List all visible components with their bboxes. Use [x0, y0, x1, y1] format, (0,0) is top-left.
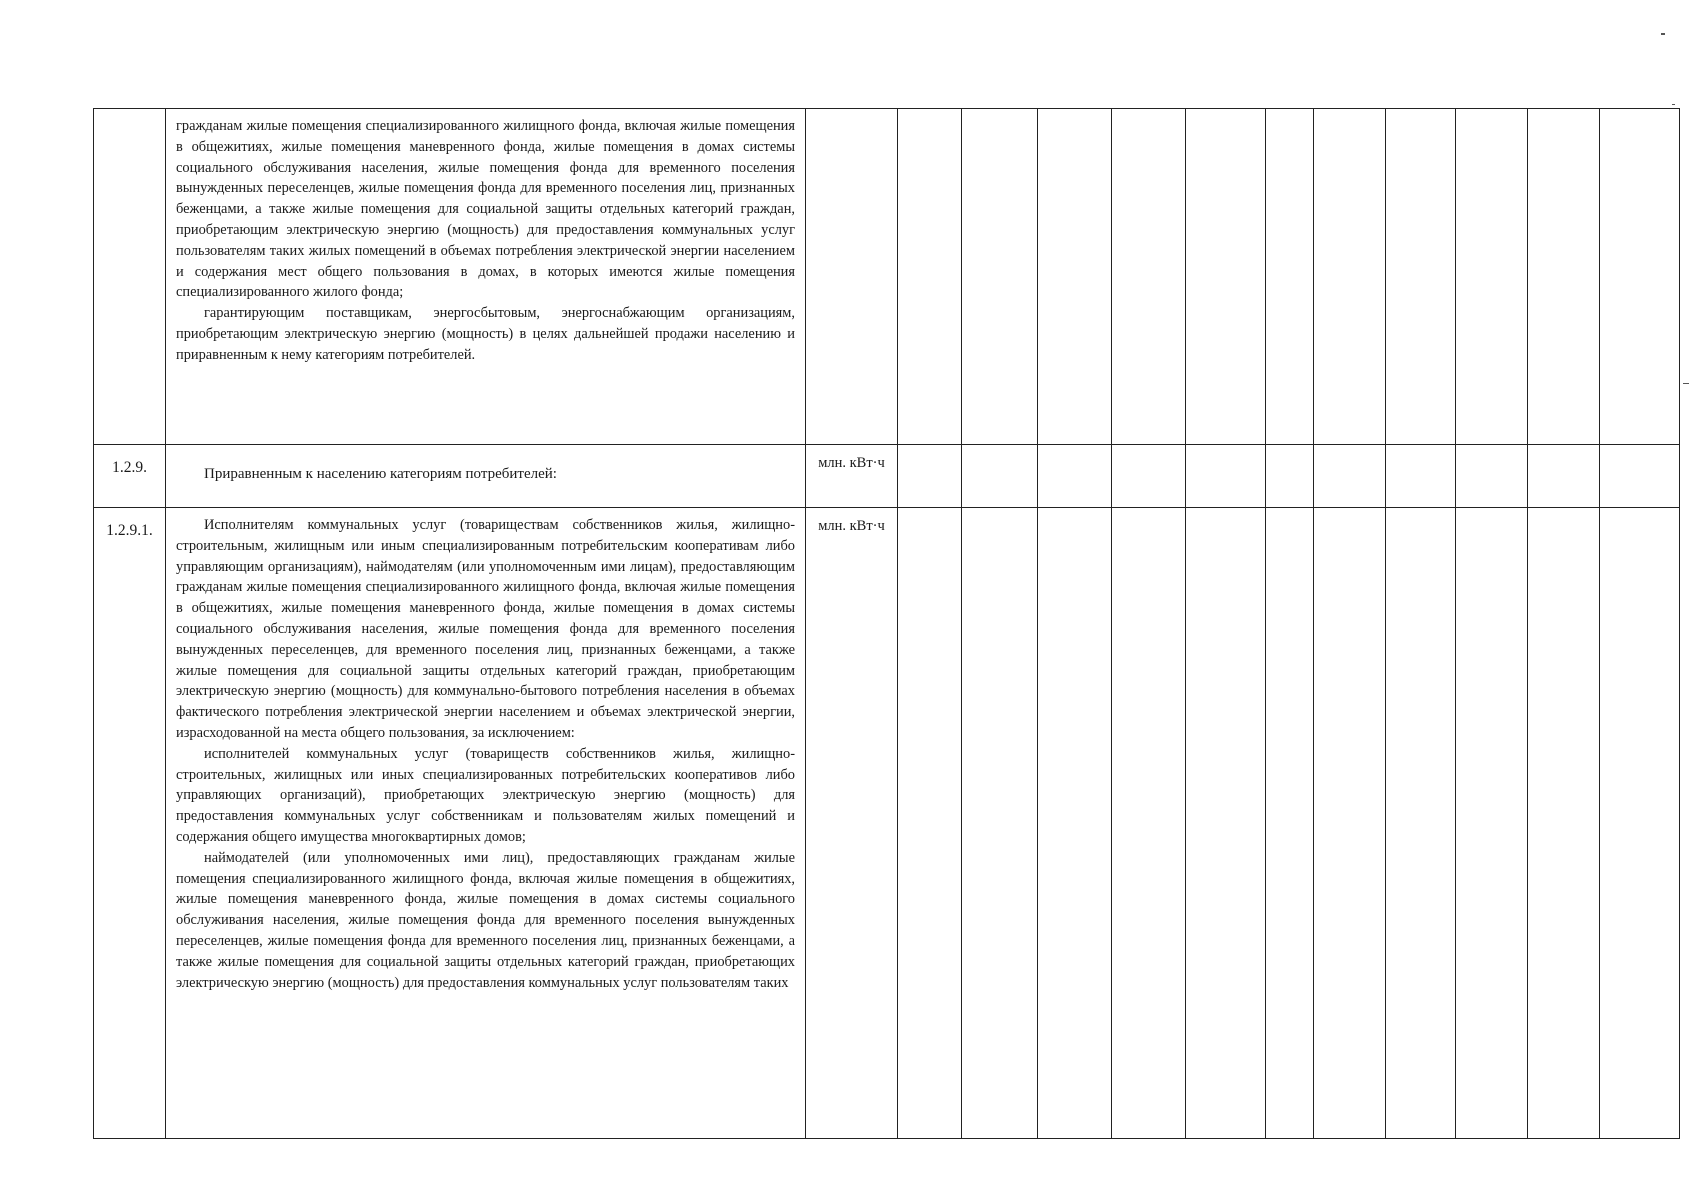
value-cell	[1112, 109, 1186, 445]
value-cell	[1266, 445, 1314, 508]
value-cell	[1386, 508, 1456, 1139]
document-table	[93, 108, 1680, 1139]
row-description	[166, 109, 806, 445]
value-cell	[1266, 109, 1314, 445]
value-cell	[898, 445, 962, 508]
value-cell	[1456, 508, 1528, 1139]
value-cell	[1038, 109, 1112, 445]
value-cell	[1600, 109, 1680, 445]
value-cell	[1386, 445, 1456, 508]
value-cell	[1314, 109, 1386, 445]
description-paragraph: Исполнителям коммунальных услуг (товариществам собственников жилья, жилищно-строительным, жилищным или иным специализированным потребительским кооперативам либо управляющим организациям), наймодателям (или уполномоченным ими лицам), предоставляющим гражданам жилые помещения специализированного жилищного фонда, включая жилые помещения в общежитиях, жилые помещения маневренного фонда, жилые помещения в домах системы социального обслуживания населения, жилые помещения фонда для временного поселения вынужденных переселенцев, для временного поселения лиц, признанных беженцами, а также жилые помещения для социальной защиты отдельных категорий граждан, приобретающим электрическую энергию (мощность) для коммунально-бытового потребления населения в объемах фактического потребления электрической энергии населением и объемах электрической энергии, израсходованной на места общего пользования, за исключением:	[176, 517, 795, 741]
scan-speck	[1683, 383, 1689, 384]
value-cell	[1038, 508, 1112, 1139]
unit-cell	[806, 109, 898, 445]
row-number: 1.2.9.	[94, 445, 166, 508]
row-description	[166, 508, 806, 1139]
row-number: 1.2.9.1.	[94, 508, 166, 1139]
description-paragraph: гарантирующим поставщикам, энергосбытовым, энергоснабжающим организациям, приобретающим электрическую энергию (мощность) в целях дальнейшей продажи населению и приравненным к нему категориям потребителей.	[176, 305, 795, 363]
value-cell	[1456, 109, 1528, 445]
row-description	[166, 445, 806, 508]
value-cell	[1600, 508, 1680, 1139]
value-cell	[1314, 508, 1386, 1139]
description-paragraph: Приравненным к населению категориям потребителей:	[204, 466, 557, 482]
table-row	[94, 109, 1680, 445]
scan-speck	[1672, 104, 1675, 105]
value-cell	[1528, 109, 1600, 445]
value-cell	[1266, 508, 1314, 1139]
value-cell	[1386, 109, 1456, 445]
value-cell	[1112, 508, 1186, 1139]
value-cell	[1112, 445, 1186, 508]
value-cell	[1314, 445, 1386, 508]
table-row	[94, 445, 1680, 508]
value-cell	[1600, 445, 1680, 508]
scan-speck	[1661, 33, 1665, 35]
value-cell	[898, 508, 962, 1139]
description-paragraph: наймодателей (или уполномоченных ими лиц), предоставляющих гражданам жилые помещения специализированного жилищного фонда, включая жилые помещения в общежитиях, жилые помещения маневренного фонда, жилые помещения в домах системы социального обслуживания населения, жилые помещения фонда для временного поселения вынужденных переселенцев, жилые помещения фонда для временного поселения лиц, признанных беженцами, а также жилые помещения для социальной защиты отдельных категорий граждан, приобретающих электрическую энергию (мощность) для предоставления коммунальных услуг пользователям таких	[176, 849, 795, 991]
value-cell	[962, 445, 1038, 508]
description-paragraph: гражданам жилые помещения специализированного жилищного фонда, включая жилые помещения в общежитиях, жилые помещения маневренного фонда, жилые помещения в домах системы социального обслуживания населения, жилые помещения фонда для временного поселения вынужденных переселенцев, жилые помещения фонда для временного поселения лиц, признанных беженцами, а также жилые помещения для социальной защиты отдельных категорий граждан, приобретающим электрическую энергию (мощность) для предоставления коммунальных услуг пользователям таких жилых помещений в объемах потребления электрической энергии населением и содержания мест общего пользования в домах, в которых имеются жилые помещения специализированного жилого фонда;	[176, 118, 795, 301]
description-paragraph: исполнителей коммунальных услуг (товариществ собственников жилья, жилищно-строительных, жилищных или иных специализированных потребительских кооперативов либо управляющих организаций), приобретающих электрическую энергию (мощность) для предоставления коммунальных услуг собственникам и пользователям жилых помещений и содержания общего имущества многоквартирных домов;	[176, 745, 795, 845]
row-number	[94, 109, 166, 445]
value-cell	[1528, 508, 1600, 1139]
value-cell	[962, 109, 1038, 445]
value-cell	[1186, 508, 1266, 1139]
unit-cell: млн. кВт·ч	[806, 508, 898, 1139]
value-cell	[1186, 109, 1266, 445]
unit-cell: млн. кВт·ч	[806, 445, 898, 508]
value-cell	[962, 508, 1038, 1139]
value-cell	[1456, 445, 1528, 508]
value-cell	[1186, 445, 1266, 508]
value-cell	[1038, 445, 1112, 508]
value-cell	[898, 109, 962, 445]
table-row	[94, 508, 1680, 1139]
value-cell	[1528, 445, 1600, 508]
